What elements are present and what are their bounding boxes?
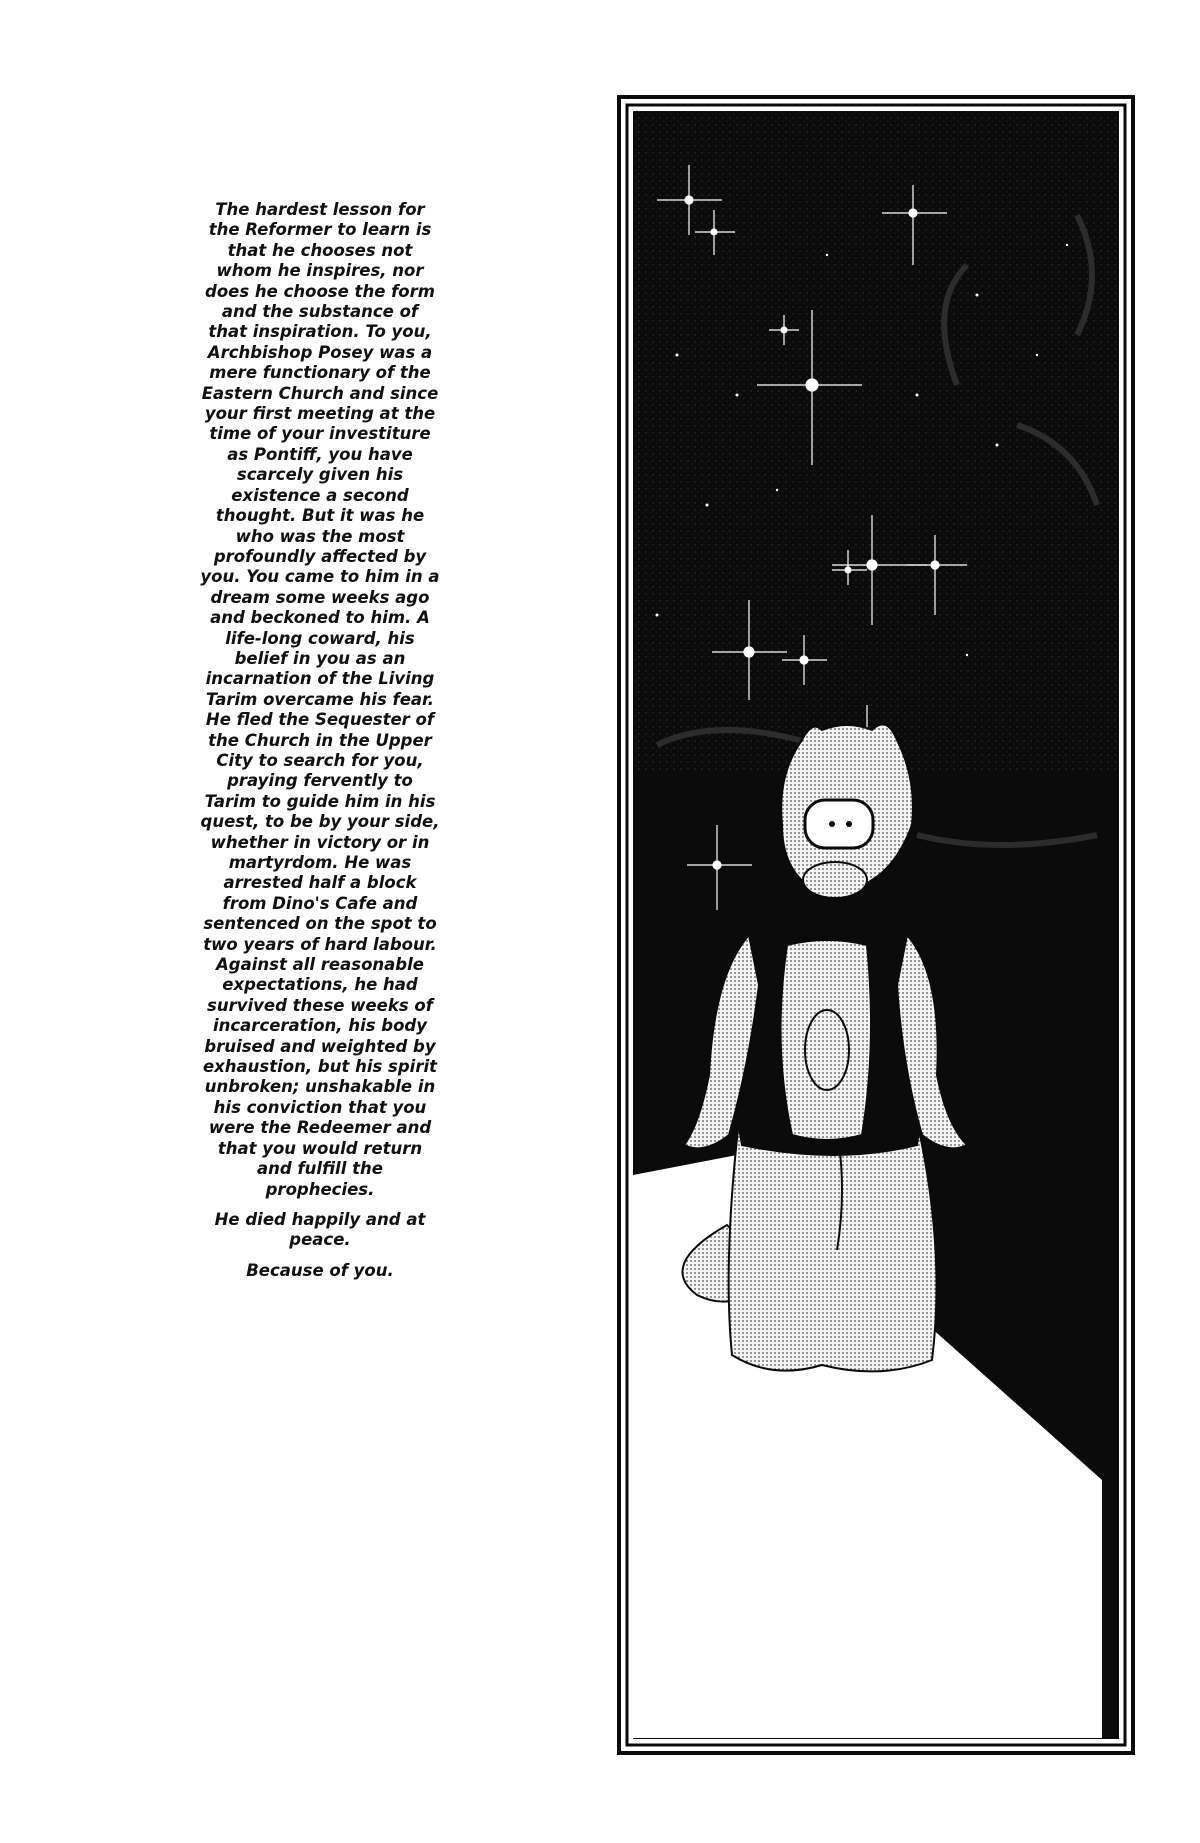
narration-column	[200, 200, 440, 1291]
narration-paragraph: Because of you.	[246, 1260, 394, 1280]
creature-eyes	[805, 800, 873, 848]
narration-paragraph: He died happily and at peace.	[214, 1209, 426, 1250]
creature-belly	[781, 940, 871, 1140]
starfield-illustration	[617, 95, 1135, 1755]
comic-panel	[617, 95, 1135, 1755]
creature-snout	[803, 862, 867, 898]
narration-paragraph: The hardest lesson for the Reformer to learn is that he chooses not whom he inspires, nor does he choose the form and the substance of that inspiration. To you, Archbishop Posey was a mere functionary of the Eastern Church and since your first meeting at the time of your investiture as Pontiff, you have scarcely given his existence a second thought. But it was he who was the most profoundly affected by you. You came to him in a dream some weeks ago and beckoned to him. A life-long coward, his belief in you as an incarnation of the Living Tarim overcame his fear. He fled the Sequester of the Church in the Upper City to search for you, praying fervently to Tarim to guide him in his quest, to be by your side, whether in victory or in martyrdom. He was arrested half a block from Dino's Cafe and sentenced on the spot to two years of hard labour. Against all reasonable expectations, he had survived these weeks of incarceration, his body bruised and weighted by exhaustion, but his spirit unbroken; unshakable in his conviction that you were the Redeemer and that you would return and fulfill the prophecies.	[200, 200, 440, 1199]
